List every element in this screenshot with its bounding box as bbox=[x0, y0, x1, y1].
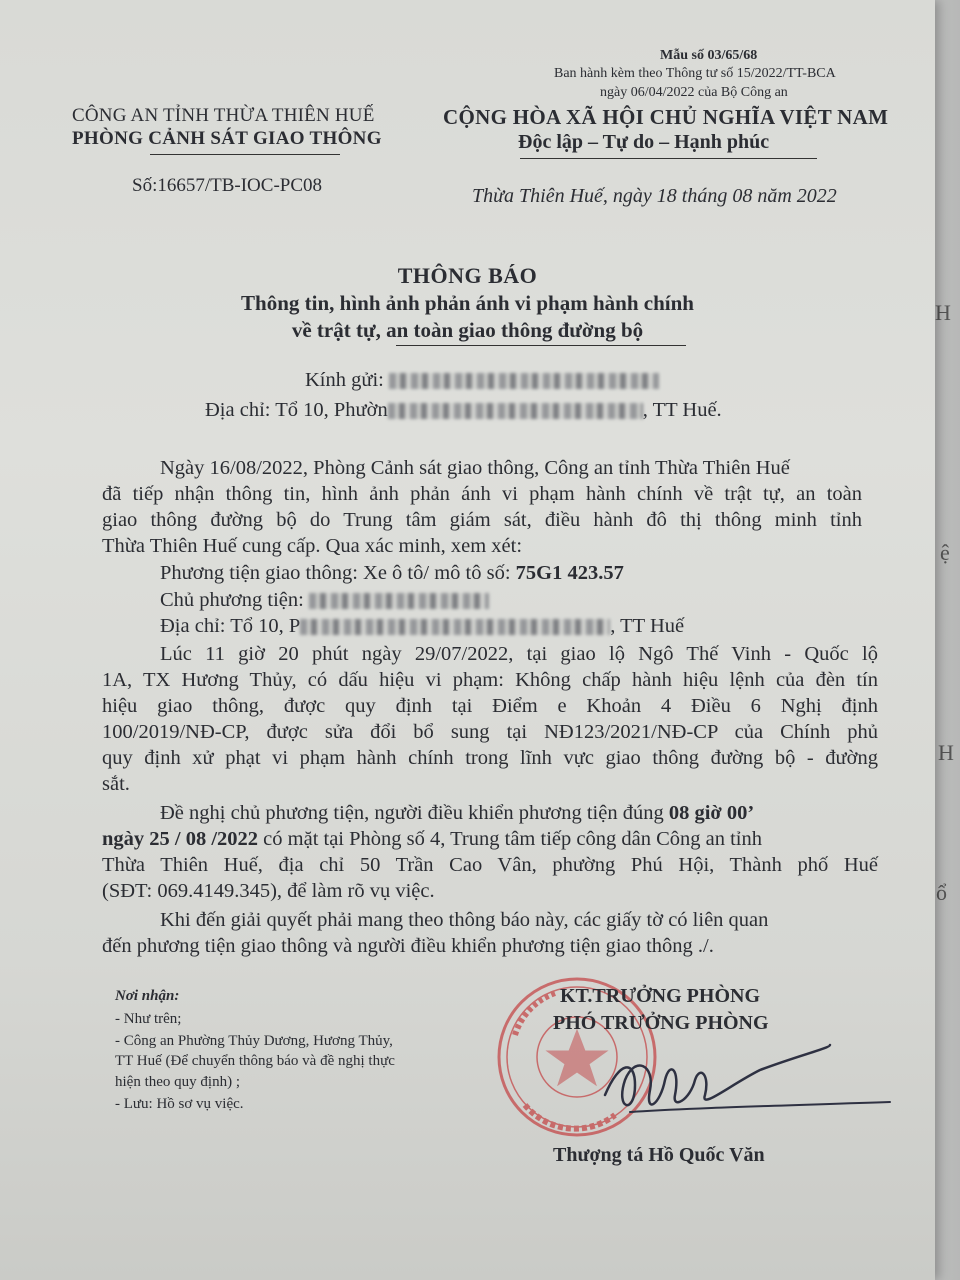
vehicle-line bbox=[160, 560, 624, 586]
license-plate: 75G1 423.57 bbox=[515, 562, 624, 584]
place-date: Thừa Thiên Huế, ngày 18 tháng 08 năm 2022 bbox=[472, 185, 837, 207]
paragraph-4-line-1: Khi đến giải quyết phải mang theo thông báo này, các giấy tờ có liên quan bbox=[160, 909, 769, 931]
paragraph-2-line-5: quy định xử phạt vi phạm hành chính trong lĩnh vực giao thông đường bộ - đường bbox=[102, 747, 878, 769]
owner-address-suffix: , TT Huế bbox=[610, 615, 685, 637]
appointment-date: ngày 25 / 08 /2022 bbox=[102, 828, 259, 850]
form-issued-line-2: ngày 06/04/2022 của Bộ Công an bbox=[600, 85, 788, 100]
addressee-line bbox=[305, 367, 659, 393]
background-sheet: H ệ H ổ bbox=[860, 0, 960, 1280]
recipient-2-line-2: TT Huế (Để chuyển thông báo và đề nghị thực bbox=[115, 1053, 395, 1069]
paragraph-2-line-1: Lúc 11 giờ 20 phút ngày 29/07/2022, tại giao lộ Ngô Thế Vinh - Quốc lộ bbox=[160, 643, 878, 665]
agency-underline bbox=[150, 154, 340, 155]
redacted-owner-name bbox=[309, 593, 489, 609]
parent-agency: CÔNG AN TỈNH THỪA THIÊN HUẾ bbox=[72, 105, 375, 126]
recipient-3: - Lưu: Hồ sơ vụ việc. bbox=[115, 1096, 244, 1112]
document-title: THÔNG BÁO bbox=[397, 263, 538, 288]
address-suffix: , TT Huế. bbox=[642, 399, 722, 421]
address-label: Địa chỉ: Tổ 10, Phườn bbox=[205, 399, 388, 421]
paragraph-3-line-3: Thừa Thiên Huế, địa chỉ 50 Trần Cao Vân, phường Phú Hội, Thành phố Huế bbox=[102, 854, 878, 876]
paragraph-1-line-4: Thừa Thiên Huế cung cấp. Qua xác minh, xem xét: bbox=[102, 535, 523, 557]
request-text: Đề nghị chủ phương tiện, người điều khiển phương tiện đúng bbox=[160, 802, 669, 824]
document-subtitle-line-1: Thông tin, hình ảnh phản ánh vi phạm hành chính bbox=[241, 291, 694, 315]
recipient-2-line-1: - Công an Phường Thủy Dương, Hương Thủy, bbox=[115, 1033, 393, 1049]
signer-title-line-1: KT.TRƯỞNG PHÒNG bbox=[560, 985, 760, 1007]
redacted-addressee-name bbox=[389, 373, 659, 389]
title-underline bbox=[396, 345, 686, 346]
paragraph-2-line-3: hiệu giao thông, được quy định tại Điểm e Khoản 4 Điều 6 Nghị định bbox=[102, 695, 878, 717]
addressee-label: Kính gửi: bbox=[305, 369, 384, 391]
recipient-1: - Như trên; bbox=[115, 1011, 182, 1027]
agency-name: PHÒNG CẢNH SÁT GIAO THÔNG bbox=[72, 128, 382, 149]
paragraph-4-line-2: đến phương tiện giao thông và người điều khiển phương tiện giao thông ./. bbox=[102, 935, 714, 957]
national-motto: Độc lập – Tự do – Hạnh phúc bbox=[518, 131, 770, 153]
owner-label: Chủ phương tiện: bbox=[160, 589, 304, 611]
owner-address-label: Địa chỉ: Tổ 10, P bbox=[160, 615, 301, 637]
paragraph-3-line-1 bbox=[160, 800, 754, 826]
paragraph-3-line-4: (SĐT: 069.4149.345), để làm rõ vụ việc. bbox=[102, 880, 435, 902]
document-number: Số:16657/TB-IOC-PC08 bbox=[132, 175, 323, 196]
handwritten-signature-icon bbox=[600, 1040, 900, 1130]
paragraph-1-line-1: Ngày 16/08/2022, Phòng Cảnh sát giao thông, Công an tỉnh Thừa Thiên Huế bbox=[160, 457, 790, 479]
signer-name: Thượng tá Hồ Quốc Văn bbox=[553, 1144, 765, 1166]
paragraph-1-line-2: đã tiếp nhận thông tin, hình ảnh phản ánh vi phạm hành chính về trật tự, an toàn bbox=[102, 483, 862, 505]
paragraph-3-line-2 bbox=[102, 826, 762, 852]
motto-underline bbox=[520, 158, 817, 159]
redacted-address bbox=[388, 403, 643, 419]
recipients-title: Nơi nhận: bbox=[115, 988, 180, 1004]
paragraph-2-line-6: sắt. bbox=[102, 773, 130, 795]
paragraph-2-line-4: 100/2019/NĐ-CP, được sửa đổi bổ sung tại NĐ123/2021/NĐ-CP của Chính phủ bbox=[102, 721, 878, 743]
form-number: Mẫu số 03/65/68 bbox=[660, 48, 758, 63]
country-name: CỘNG HÒA XÃ HỘI CHỦ NGHĨA VIỆT NAM bbox=[443, 105, 889, 129]
appointment-place: có mặt tại Phòng số 4, Trung tâm tiếp công dân Công an tỉnh bbox=[258, 828, 762, 850]
recipient-2-line-3: hiện theo quy định) ; bbox=[115, 1074, 240, 1090]
signer-title-line-2: PHÓ TRƯỞNG PHÒNG bbox=[553, 1012, 769, 1034]
form-issued-line-1: Ban hành kèm theo Thông tư số 15/2022/TT-BCA bbox=[554, 66, 836, 81]
appointment-time: 08 giờ 00’ bbox=[668, 802, 755, 824]
vehicle-label: Phương tiện giao thông: Xe ô tô/ mô tô số: bbox=[160, 562, 516, 584]
addressee-address-line bbox=[205, 397, 722, 423]
owner-address-line bbox=[160, 613, 684, 639]
paragraph-1-line-3: giao thông đường bộ do Trung tâm giám sát, điều hành đô thị thông minh tỉnh bbox=[102, 509, 862, 531]
paragraph-2-line-2: 1A, TX Hương Thủy, có dấu hiệu vi phạm: Không chấp hành hiệu lệnh của đèn tín bbox=[102, 669, 878, 691]
owner-line bbox=[160, 587, 489, 613]
document-subtitle-line-2: về trật tự, an toàn giao thông đường bộ bbox=[291, 318, 644, 342]
redacted-owner-address bbox=[300, 619, 610, 635]
